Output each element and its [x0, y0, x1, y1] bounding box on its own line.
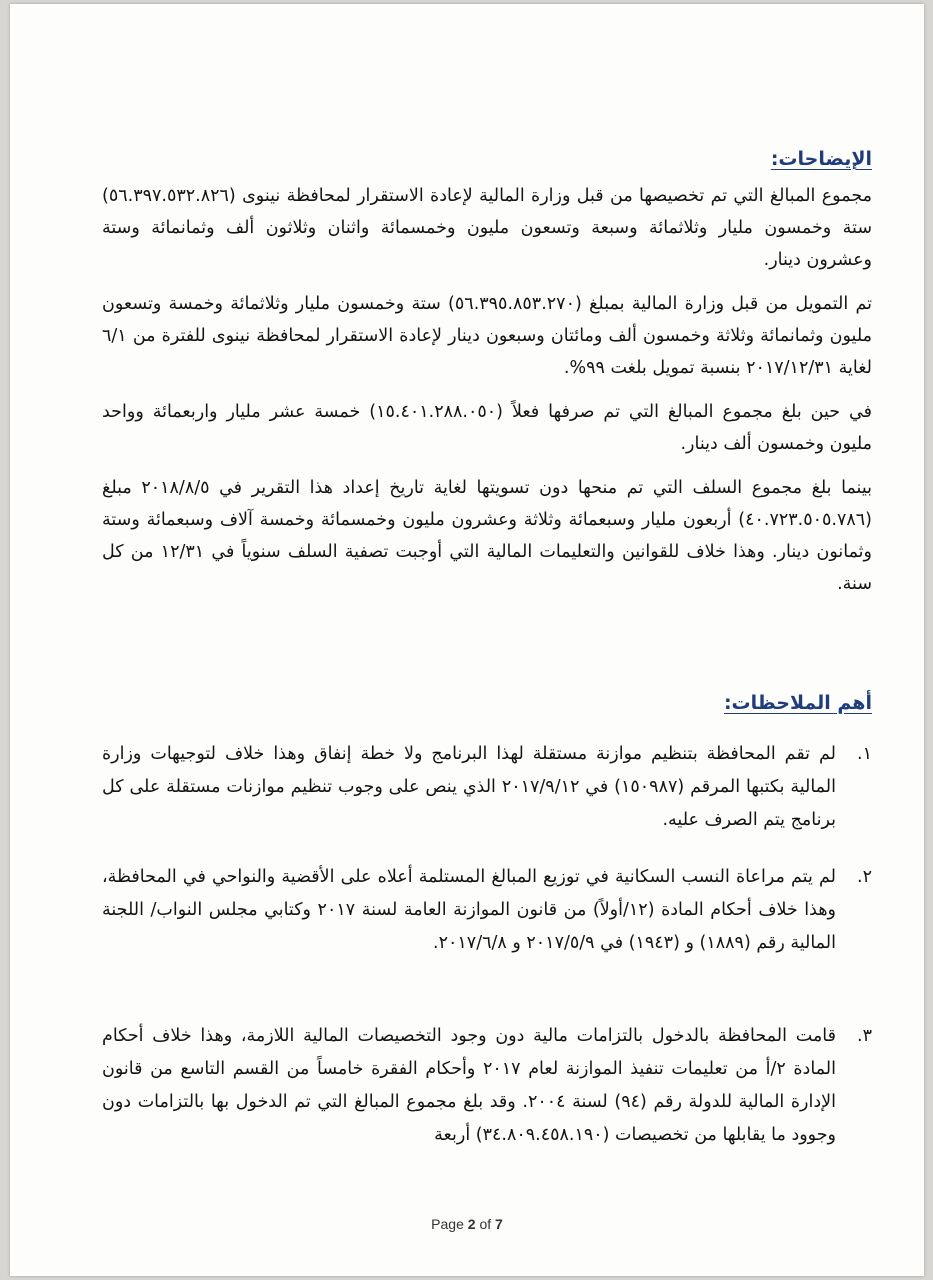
total-pages-number: 7	[495, 1216, 503, 1232]
notes-heading: أهم الملاحظات:	[723, 692, 872, 714]
note-number: ٣.	[857, 1026, 872, 1046]
note-number: ٢.	[857, 867, 872, 887]
explanation-paragraph: تم التمويل من قبل وزارة المالية بمبلغ (٥٦.٣٩٥.٨٥٣.٢٧٠) ستة وخمسون مليار وثلاثمائة وخمسة وتسعون مليون وثمانمائة وثلاثة وخمسون ألف ومائتان وسبعون دينار لإعادة الاستقرار لمحافظة نينوى للفترة من ٦/١ لغاية ٢٠١٧/١٢/٣١ بنسبة تمويل بلغت ٩٩%.	[102, 294, 872, 378]
explanation-paragraph: مجموع المبالغ التي تم تخصيصها من قبل وزارة المالية لإعادة الاستقرار لمحافظة نينوى (٥٦.٣٩٧.٥٣٢.٨٢٦) ستة وخمسون مليار وثلاثمائة وسبعة وتسعون مليون وخمسمائة واثنان وثلاثون ألف وثمانمائة وستة وعشرون دينار.	[102, 186, 872, 270]
notes-list	[102, 738, 872, 1152]
note-text: لم يتم مراعاة النسب السكانية في توزيع المبالغ المستلمة أعلاه على الأقضية والنواحي في المحافظة، وهذا خلاف أحكام المادة (١٢/أولاً) من قانون الموازنة العامة لسنة ٢٠١٧ وكتابي مجلس النواب/ اللجنة المالية رقم (١٨٨٩) و (١٩٤٣) في ٢٠١٧/٥/٩ و ٢٠١٧/٦/٨.	[102, 867, 837, 953]
document-page	[10, 4, 924, 1276]
note-item	[102, 1020, 872, 1152]
note-text: لم تقم المحافظة بتنظيم موازنة مستقلة لهذا البرنامج ولا خطة إنفاق وهذا خلاف لتوجيهات وزارة المالية بكتبها المرقم (١٥٠٩٨٧) في ٢٠١٧/٩/١٢ الذي ينص على وجوب تنظيم موازنات مستقلة على كل برنامج يتم الصرف عليه.	[102, 744, 836, 830]
note-number: ١.	[857, 744, 872, 764]
page-footer	[10, 1216, 924, 1232]
explanation-paragraph: بينما بلغ مجموع السلف التي تم منحها دون تسويتها لغاية تاريخ إعداد هذا التقرير في ٢٠١٨/٨/٥ مبلغ (٤٠.٧٢٣.٥٠٥.٧٨٦) أربعون مليار وسبعمائة وثلاثة وعشرون مليون وخمسمائة وخمسة آلاف وسبعمائة وستة وثمانون دينار. وهذا خلاف للقوانين والتعليمات المالية التي أوجبت تصفية السلف سنوياً في ١٢/٣١ من كل سنة.	[102, 478, 873, 594]
explanations-section	[102, 148, 872, 612]
note-item	[102, 738, 872, 837]
page-label: Page	[431, 1216, 464, 1232]
note-item	[102, 861, 872, 960]
explanation-paragraph: في حين بلغ مجموع المبالغ التي تم صرفها فعلاً (١٥.٤٠١.٢٨٨.٠٥٠) خمسة عشر مليار واربعمائة وواحد مليون وخمسون ألف دينار.	[102, 402, 872, 454]
current-page-number: 2	[467, 1216, 476, 1232]
of-label: of	[479, 1216, 492, 1232]
explanations-heading: الإيضاحات:	[770, 148, 872, 170]
notes-section	[102, 692, 872, 1152]
note-text: قامت المحافظة بالدخول بالتزامات مالية دون وجود التخصيصات المالية اللازمة، وهذا خلاف أحكام المادة ٢/أ من تعليمات تنفيذ الموازنة لعام ٢٠١٧ وأحكام الفقرة خامساً من القسم التاسع من قانون الإدارة المالية للدولة رقم (٩٤) لسنة ٢٠٠٤. وقد بلغ مجموع المبالغ التي تم الدخول بها بالتزامات دون وجوود ما يقابلها من تخصيصات (٣٤.٨٠٩.٤٥٨.١٩٠) أربعة	[102, 1026, 837, 1145]
